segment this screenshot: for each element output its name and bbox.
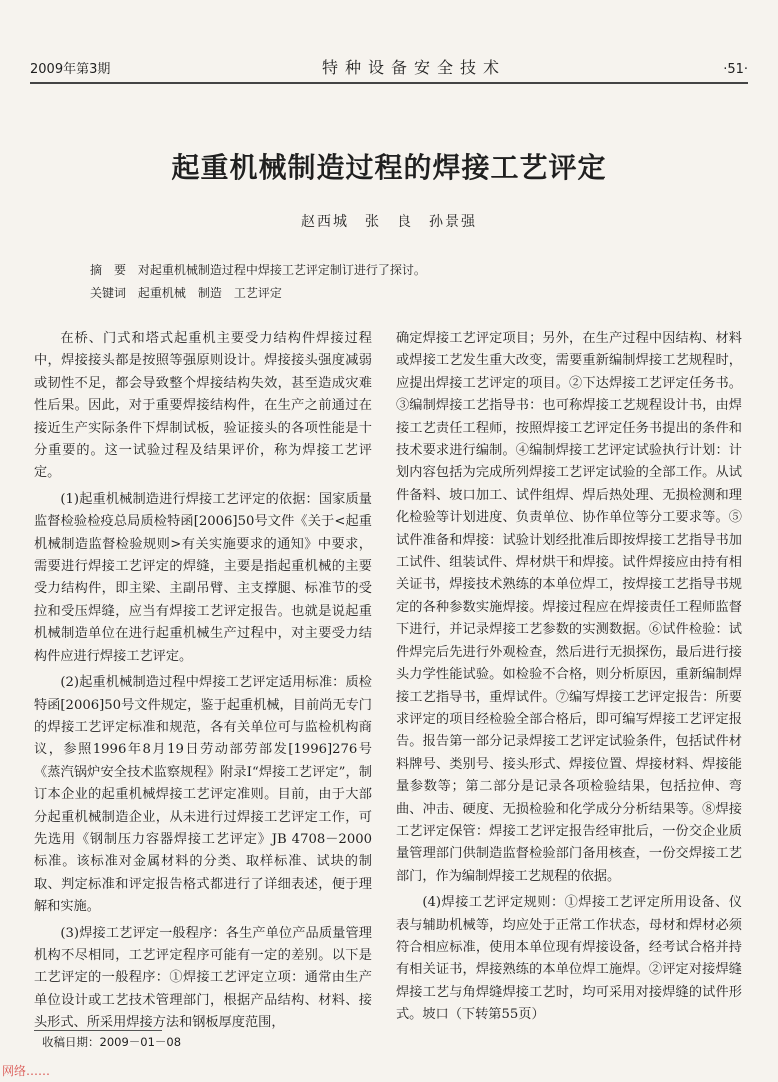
body-paragraph: (1)起重机械制造进行焊接工艺评定的依据：国家质量监督检验检疫总局质检特函[2006]50号文件《关于<起重机械制造监督检验规则>有关实施要求的通知》中要求，需要进行焊接工艺评定的焊缝，主要是指起重机械的主要受力结构件，即主梁、主副吊臂、主支撑腿、标准节的受拉和受压焊缝，应当有焊接工艺评定报告。也就是说起重机械制造单位在进行起重机械生产过程中，对主要受力结构件应进行焊接工艺评定。 [34,491,372,664]
body-paragraph: 确定焊接工艺评定项目；另外，在生产过程中因结构、材料或焊接工艺发生重大改变，需要重新编制焊接工艺规程时，应提出焊接工艺评定的项目。②下达焊接工艺评定任务书。③编制焊接工艺指导书：也可称焊接工艺规程设计书，由焊接工艺责任工程师，按照焊接工艺评定任务书提出的条件和技术要求进行编制。④编制焊接工艺评定试验执行计划：计划内容包括为完成所列焊接工艺评定试验的全部工作。从试件备料、坡口加工、试件组焊、焊后热处理、无损检测和理化检验等计划进度、负责单位、协作单位等分工要求等。⑤试件准备和焊接：试验计划经批准后即按焊接工艺指导书加工试件、组装试件、焊材烘干和焊接。试件焊接应由持有相关证书，焊接技术熟练的本单位焊工，按焊接工艺指导书规定的各种参数实施焊接。焊接过程应在焊接责任工程师监督下进行，并记录焊接工艺参数的实测数据。⑥试件检验：试件焊完后先进行外观检查，然后进行无损探伤，最后进行接头力学性能试验。如检验不合格，则分析原因，重新编制焊接工艺指导书，重焊试件。⑦编写焊接工艺评定报告：所要求评定的项目经检验全部合格后，即可编写焊接工艺评定报告。报告第一部分记录焊接工艺评定试验条件，包括试件材料牌号、类别号、接头形式、焊接位置、焊接材料、焊接能量参数等；第二部分是记录各项检验结果，包括拉伸、弯曲、冲击、硬度、无损检验和化学成分分析结果等。⑧焊接工艺评定保管：焊接工艺评定报告经审批后，一份交企业质量管理部门供制造监督检验部门备用核查，一份交焊接工艺部门，作为编制焊接工艺规程的依据。 [396,331,742,884]
abstract [90,262,718,278]
keywords-label: 关键词 [90,286,127,300]
abstract-label: 摘 要 [90,263,127,277]
body-column-left [34,328,372,1035]
article-title: 起重机械制造过程的焊接工艺评定 [171,151,607,184]
page-number: ·51· [723,62,748,77]
footnote-rule [34,1030,162,1031]
article-authors: 赵西城 张 良 孙景强 [301,214,477,230]
running-header [30,52,748,84]
body-paragraph: (2)起重机械制造过程中焊接工艺评定适用标准：质检特函[2006]50号文件规定，鉴于起重机械，目前尚无专门的焊接工艺评定标准和规范，各有关单位可与监检机构商议，参照1996年8月19日劳动部劳部发[1996]276号《蒸汽锅炉安全技术监察规程》附录Ⅰ“焊接工艺评定”，制订本企业的起重机械焊接工艺评定准则。目前，由于大部分起重机械制造企业，从未进行过焊接工艺评定工作，可先选用《钢制压力容器焊接工艺评定》JB 4708－2000 标准。该标准对金属材料的分类、取样标准、试块的制取、判定标准和评定报告格式都进行了详细表述，便于理解和实施。 [34,675,372,915]
keywords [90,285,718,301]
received-date-footnote: 收稿日期：2009－01－08 [42,1035,182,1049]
journal-name: 特种设备安全技术 [321,58,506,77]
keywords-text: 起重机械 制造 工艺评定 [137,286,282,300]
body-paragraph: 在桥、门式和塔式起重机主要受力结构件焊接过程中，焊接接头都是按照等强原则设计。焊接接头强度减弱或韧性不足，都会导致整个焊接结构失效，甚至造成灾难性后果。因此，对于重要焊接结构件，在生产之前通过在接近生产实际条件下焊制试板，验证接头的各项性能是十分重要的。这一试验过程及结果评价，称为焊接工艺评定。 [34,331,372,481]
watermark: 网络…… [2,1064,51,1078]
body-column-right [396,328,742,1027]
body-paragraph: (4)焊接工艺评定规则：①焊接工艺评定所用设备、仪表与辅助机械等，均应处于正常工作状态，母材和焊材必须符合相应标准，使用本单位现有焊接设备，经考试合格并持有相关证书，焊接熟练的本单位焊工施焊。②评定对接焊缝焊接工艺与角焊缝焊接工艺时，均可采用对接焊缝的试件形式。坡口（下转第55页） [396,895,742,1023]
abstract-text: 对起重机械制造过程中焊接工艺评定制订进行了探讨。 [137,263,426,277]
issue-label: 2009年第3期 [30,62,111,77]
body-paragraph: (3)焊接工艺评定一般程序：各生产单位产品质量管理机构不尽相同，工艺评定程序可能有一定的差别。以下是工艺评定的一般程序：①焊接工艺评定立项：通常由生产单位设计或工艺技术管理部门，根据产品结构、材料、接头形式、所采用焊接方法和钢板厚度范围， [34,925,372,1031]
